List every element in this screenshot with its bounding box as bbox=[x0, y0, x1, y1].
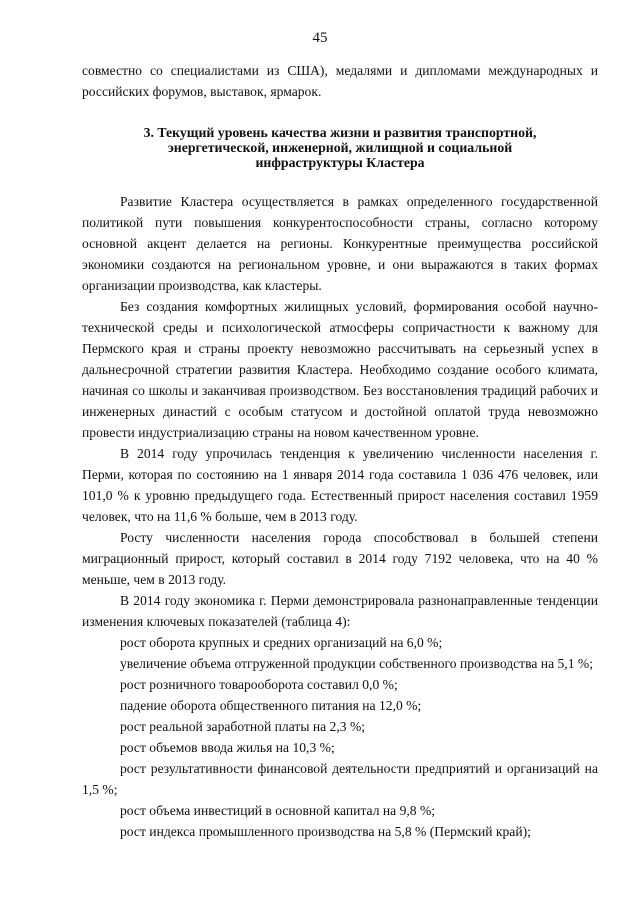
paragraph-population-growth: В 2014 году упрочилась тенденция к увеличению численности населения г. Перми, которая по состоянию на 1 января 2014 года составила 1 036 476 человек, или 101,0 % к уровню предыдущего года. Естественный прирост населения составил 1959 человек, что на 11,6 % больше, чем в 2013 году. bbox=[82, 446, 598, 524]
list-item: рост результативности финансовой деятельности предприятий и организаций на 1,5 %; bbox=[82, 761, 598, 797]
paragraph-living-conditions: Без создания комфортных жилищных условий, формирования особой научно-технической среды и психологической атмосферы сопричастности к важному для Пермского края и страны проекту невозможно рассчитывать на серьезный успех в дальнесрочной стратегии развития Кластера. Необходимо создание особого климата, начиная со школы и заканчивая производством. Без восстановления традиций рабочих и инженерных династий с особым статусом и достойной оплатой труда невозможно провести индустриализацию страны на новом качественном уровне. bbox=[82, 299, 598, 440]
list-item: увеличение объема отгруженной продукции собственного производства на 5,1 %; bbox=[120, 656, 593, 671]
list-item: рост реальной заработной платы на 2,3 %; bbox=[120, 719, 366, 734]
list-item: рост индекса промышленного производства на 5,8 % (Пермский край); bbox=[120, 824, 531, 839]
list-item: рост объемов ввода жилья на 10,3 %; bbox=[120, 740, 335, 755]
section-heading-line-2: энергетической, инженерной, жилищной и социальной bbox=[167, 140, 513, 155]
paragraph-cluster-development: Развитие Кластера осуществляется в рамках определенного государственной политикой пути повышения конкурентоспособности страны, согласно которому основной акцент делается на регионы. Конкурентные преимущества российской экономики создаются на региональном уровне, и они выражаются в таких формах организации производства, как кластеры. bbox=[82, 194, 598, 293]
list-item: падение оборота общественного питания на 12,0 %; bbox=[120, 698, 422, 713]
intro-paragraph: совместно со специалистами из США), медалями и дипломами международных и российских форумов, выставок, ярмарок. bbox=[82, 63, 598, 99]
list-item: рост розничного товарооборота составил 0,0 %; bbox=[120, 677, 398, 692]
section-heading-line-1: 3. Текущий уровень качества жизни и развития транспортной, bbox=[143, 125, 537, 140]
document-body bbox=[82, 60, 598, 842]
page-number: 45 bbox=[312, 30, 328, 46]
list-item: рост объема инвестиций в основной капитал на 9,8 %; bbox=[120, 803, 436, 818]
paragraph-migration: Росту численности населения города способствовал в большей степени миграционный прирост, который составил в 2014 году 7192 человека, что на 40 % меньше, чем в 2013 году. bbox=[82, 530, 598, 587]
section-heading bbox=[82, 125, 598, 170]
section-heading-line-3: инфраструктуры Кластера bbox=[255, 155, 425, 170]
paragraph-economy-trends: В 2014 году экономика г. Перми демонстрировала разнонаправленные тенденции изменения ключевых показателей (таблица 4): bbox=[82, 593, 598, 629]
list-item: рост оборота крупных и средних организаций на 6,0 %; bbox=[120, 635, 443, 650]
